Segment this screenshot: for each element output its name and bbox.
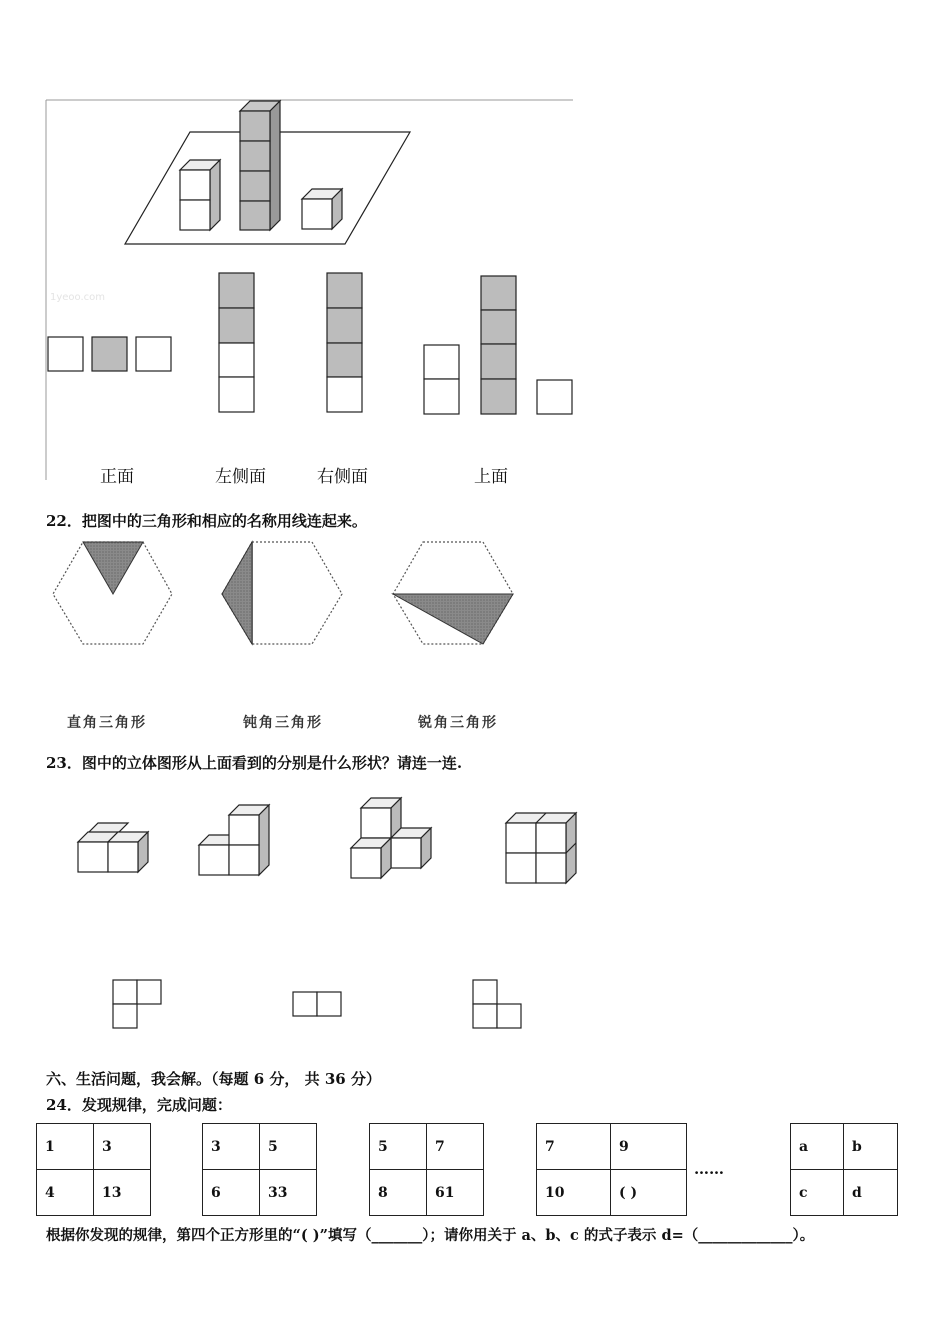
square-3-a: 5: [370, 1124, 427, 1170]
hexagon-2: [222, 542, 342, 644]
square-2-c: 6: [203, 1170, 260, 1216]
label-top: 上面: [474, 467, 508, 487]
square-2-a: 3: [203, 1124, 260, 1170]
watermark: 1yeoo.com: [50, 292, 106, 303]
square-5-b: b: [844, 1124, 898, 1170]
top-view: [424, 276, 572, 414]
cube-single: [302, 189, 342, 229]
label-acute-triangle: 锐角三角形: [418, 715, 498, 731]
top-shape-2: [293, 992, 341, 1016]
label-right-side: 右侧面: [317, 467, 368, 487]
square-4-b: 9: [611, 1124, 687, 1170]
section6-heading: 六、生活问题，我会解。（每题 6 分， 共 36 分）: [46, 1070, 381, 1088]
square-2-b: 5: [260, 1124, 317, 1170]
square-3: [369, 1123, 484, 1216]
ellipsis: ……: [694, 1160, 724, 1178]
top-shape-1: [113, 980, 161, 1028]
q23-figure: [0, 790, 600, 1040]
square-1-a: 1: [37, 1124, 94, 1170]
q23-text: 23．图中的立体图形从上面看到的分别是什么形状？请连一连.: [46, 754, 463, 772]
square-5: [790, 1123, 898, 1216]
square-5-a: a: [791, 1124, 844, 1170]
left-side-view: [219, 273, 254, 412]
hexagon-3: [393, 542, 513, 644]
label-right-triangle: 直角三角形: [67, 715, 147, 731]
solid-1: [78, 823, 148, 872]
label-left-side: 左侧面: [215, 467, 266, 487]
label-front: 正面: [100, 467, 134, 487]
square-4-a: 7: [537, 1124, 611, 1170]
q21-figure: [0, 0, 950, 500]
square-2: [202, 1123, 317, 1216]
square-5-d: d: [844, 1170, 898, 1216]
square-5-c: c: [791, 1170, 844, 1216]
square-4-c: 10: [537, 1170, 611, 1216]
square-1-c: 4: [37, 1170, 94, 1216]
right-side-view: [327, 273, 362, 412]
top-shape-3: [473, 980, 521, 1028]
q22-text: 22．把图中的三角形和相应的名称用线连起来。: [46, 512, 367, 530]
solid-3: [351, 798, 431, 878]
label-obtuse-triangle: 钝角三角形: [243, 715, 323, 731]
square-3-c: 8: [370, 1170, 427, 1216]
square-4: [536, 1123, 687, 1216]
front-view: [48, 337, 171, 371]
square-4-d[interactable]: ( ): [611, 1170, 687, 1216]
square-1-d: 13: [94, 1170, 151, 1216]
q24-question: 根据你发现的规律，第四个正方形里的“( )”填写（_______）；请你用关于 a、b、c 的式子表示 d=（_____________）。: [46, 1227, 815, 1244]
cube-stack-2: [180, 160, 220, 230]
q22-hexagons: [0, 530, 560, 660]
square-2-d: 33: [260, 1170, 317, 1216]
q24-text: 24．发现规律，完成问题：: [46, 1096, 232, 1114]
square-3-b: 7: [427, 1124, 484, 1170]
square-1-b: 3: [94, 1124, 151, 1170]
solid-2: [199, 805, 269, 875]
hexagon-1: [53, 542, 172, 644]
solid-4: [506, 813, 576, 883]
cube-stack-4: [240, 101, 280, 230]
square-1: [36, 1123, 151, 1216]
square-3-d: 61: [427, 1170, 484, 1216]
